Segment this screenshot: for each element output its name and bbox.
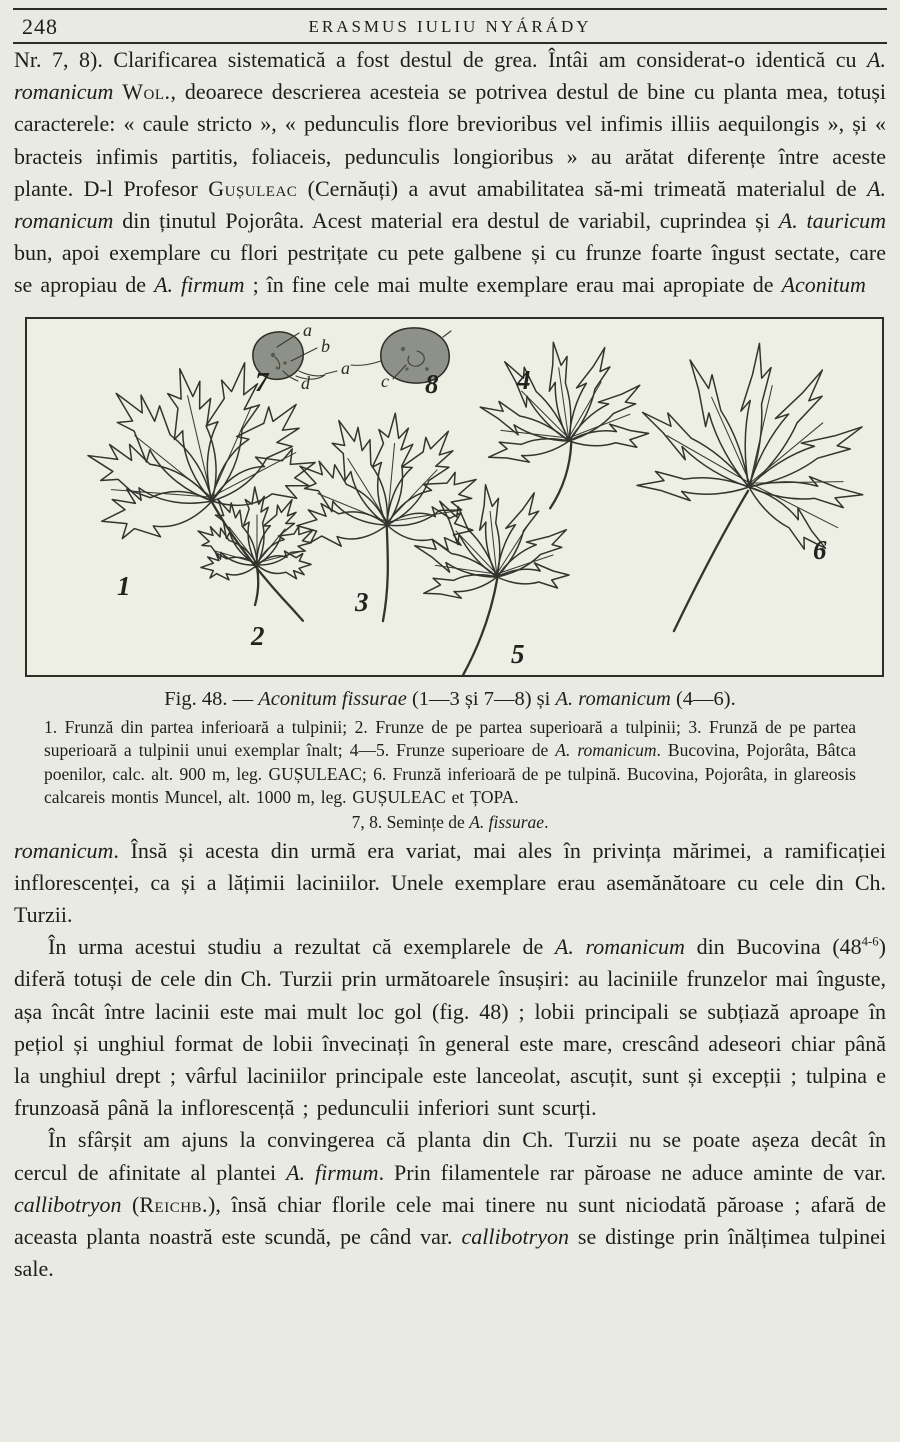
leaf-1-drawing [62, 341, 355, 659]
seed-letter-b: b [321, 335, 330, 356]
figure-number-4: 4 [517, 364, 531, 395]
figure-number-1: 1 [117, 570, 131, 601]
seed-letter-a-top: a [303, 319, 312, 340]
figure-number-2: 2 [251, 620, 265, 651]
page-header [13, 10, 887, 42]
figure-legend-last-line: 7, 8. Semințe de A. fissurae. [351, 812, 549, 832]
figure-legend: 1. Frunză din partea inferioară a tulpinii; 2. Frunze de pe partea superioară a tulpinii; 3. Frunză de pe partea superioară a tulpinii unui exemplar înalt; 4—5. Frunze superioare de A. romanicum. Bucovina, Pojorâta, Bâtca poenilor, calc. alt. 900 m, leg. GUȘULEAC; 6. Frunză inferioară de pe tulpină. Bucovina, Pojorâta, in glareosis calcareis montis Muncel, alt. 1000 m, leg. GUȘULEAC et ȚOPA. [44, 716, 856, 808]
figure-number-8: 8 [425, 368, 439, 399]
paragraph-2: romanicum. Însă și acesta din urmă era variat, mai ales în privința mărimei, a ramificației inflorescenței, ca și a lățimii laciniilor. Unele exemplare erau asemănătoare cu cele din Ch. Turzii. [14, 837, 886, 927]
botanical-illustration [27, 319, 882, 675]
paragraph-4: În sfârșit am ajuns la convingerea că planta din Ch. Turzii nu se poate așeza decât în cercul de afinitate al plantei A. firmum. Prin filamentele rar păroase ne aduce aminte de var. callibotryon (Reichb.), însă chiar florile cele mai tinere nu sunt niciodată păroase ; afară de aceasta planta noastră este scundă, pe când var. callibotryon se distinge prin înălțimea tulpinei sale. [14, 1127, 886, 1282]
seed-letter-a-mid: a [341, 357, 350, 378]
leaf-2-drawing [192, 487, 320, 605]
body-text [14, 44, 886, 302]
leaf-3-drawing [276, 403, 493, 630]
paragraph-3: În urma acestui studiu a rezultat că exemplarele de A. romanicum din Bucovina (48$^{4-6}$) diferă totuși de cele din Ch. Turzii prin următoarele însușiri: au laciniile frunzelor mai înguste, așa încât între lacinii este mai mult loc gol (fig. 48) ; lobii principali se subțiază aproape în pețiol și unghiul format de lobii învecinați în general este mare, crescând adeseori chiar până la unghiul drept ; vârful laciniilor principale este lanceolat, ascuțit, sunt și excepții ; tulpina e frunzoasă până la inflorescență ; pedunculii inferiori sunt scurți. [14, 934, 886, 1121]
leaf-6-drawing [588, 319, 882, 668]
figure-number-7: 7 [255, 366, 269, 397]
body-text-lower [14, 835, 886, 1286]
seed-letter-c: c [381, 370, 389, 391]
leader-a-mid-left [325, 371, 337, 374]
figure-48 [25, 317, 884, 677]
figure-number-6: 6 [813, 534, 827, 565]
figure-number-5: 5 [511, 638, 525, 669]
paragraph-1: Nr. 7, 8). Clarificarea sistematică a fost destul de grea. Întâi am considerat-o identică cu A. romanicum Wol., deoarece descrierea acesteia se potrivea destul de bine cu planta mea, totuși caracterele: « caule stricto », « pedunculis flore brevioribus vel infimis illiis aequilongis », și « bracteis infimis partitis, foliaceis, pedunculis longioribus » au arătat diferențe între aceste plante. D-l Profesor Gușuleac (Cernăuți) a avut amabilitatea să-mi trimeată materialul de A. romanicum din ținutul Pojorâta. Acest material era destul de variabil, cuprindea și A. tauricum bun, apoi exemplare cu flori pestrițate cu pete galbene și cu frunze foarte îngust sectate, care se apropiau de A. firmum ; în fine cele mai multe exemplare erau mai apropiate de Aconitum [14, 47, 887, 298]
seed-letter-d: d [301, 372, 310, 393]
running-head-title: ERASMUS IULIU NYÁRÁDY [308, 17, 592, 36]
page-number: 248 [22, 14, 58, 39]
figure-caption-title: Fig. 48. — Aconitum fissurae (1—3 și 7—8) și A. romanicum (4—6). [164, 687, 736, 710]
leaf-5-drawing [404, 476, 586, 675]
leaf-4-drawing [467, 330, 661, 516]
figure-number-3: 3 [355, 586, 369, 617]
